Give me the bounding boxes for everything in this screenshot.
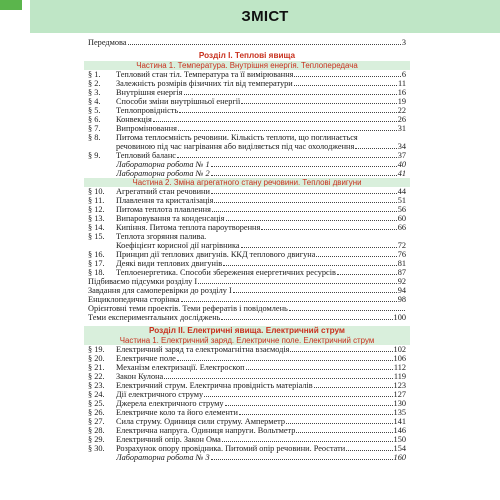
toc-title: Випромінювання <box>116 124 177 133</box>
toc-page: 19 <box>397 97 406 106</box>
toc-title: Джерела електричного струму <box>116 399 224 408</box>
toc-title: Питома теплоємність речовини. Кількість теплоти, що поглинається <box>116 133 358 142</box>
toc-title: Внутрішня енергія <box>116 88 183 97</box>
toc-row-multiline[interactable] <box>88 133 406 151</box>
toc-page: 141 <box>393 417 406 426</box>
toc-num: § 18. <box>88 268 105 277</box>
toc-row[interactable] <box>88 79 406 88</box>
toc-title: Електричний струм. Електрична провідність матеріалів <box>116 381 313 390</box>
toc-page: 146 <box>393 426 406 435</box>
dot-leader <box>214 202 396 203</box>
toc-title: Лабораторна робота № 2 <box>116 169 210 178</box>
toc-row[interactable] <box>88 390 406 399</box>
part-heading: Частина 2. Зміна агрегатного стану речовини. Теплові двигуни <box>84 178 410 187</box>
toc-page: 102 <box>393 345 406 354</box>
toc-page: 94 <box>397 286 406 295</box>
toc-page: 60 <box>397 214 406 223</box>
toc-num: § 10. <box>88 187 105 196</box>
toc-row[interactable] <box>88 277 406 286</box>
dot-leader <box>177 360 393 361</box>
toc-row[interactable] <box>88 97 406 106</box>
toc-page: 100 <box>393 313 406 322</box>
toc-row-multiline[interactable] <box>88 232 406 250</box>
toc-page: 31 <box>397 124 406 133</box>
dot-leader <box>179 112 397 113</box>
toc-title: Тепловий баланс <box>116 151 176 160</box>
toc-title: Дії електричного струму <box>116 390 204 399</box>
toc-title: Електричний опір. Закон Ома <box>116 435 221 444</box>
toc-title: Лабораторна робота № 1 <box>116 160 210 169</box>
toc-title: Конвекція <box>116 115 152 124</box>
toc-page: 41 <box>397 169 406 178</box>
toc-page: 11 <box>398 79 406 88</box>
toc-row[interactable] <box>88 259 406 268</box>
toc-page: 44 <box>397 187 406 196</box>
toc <box>88 34 406 462</box>
toc-page: 26 <box>397 115 406 124</box>
dot-leader <box>225 405 393 406</box>
toc-page: 130 <box>393 399 406 408</box>
toc-num: § 20. <box>88 354 105 363</box>
toc-row[interactable] <box>88 417 406 426</box>
toc-row[interactable] <box>88 115 406 124</box>
toc-title: Теми експериментальних досліджень <box>88 313 221 322</box>
dot-leader <box>233 292 397 293</box>
dot-leader <box>198 283 397 284</box>
toc-num: § 26. <box>88 408 105 417</box>
toc-num: § 3. <box>88 88 101 97</box>
lab-work-row[interactable] <box>88 453 406 462</box>
toc-row[interactable] <box>88 363 406 372</box>
dot-leader <box>241 247 397 248</box>
toc-title: Деякі види теплових двигунів <box>116 259 223 268</box>
toc-page: 154 <box>393 444 406 453</box>
toc-page: 72 <box>397 241 406 250</box>
toc-num: § 9. <box>88 151 101 160</box>
dot-leader <box>181 301 397 302</box>
toc-num: § 15. <box>88 232 105 241</box>
dot-leader <box>177 157 397 158</box>
toc-row[interactable] <box>88 151 406 160</box>
toc-num: § 22. <box>88 372 105 381</box>
toc-page: 106 <box>393 354 406 363</box>
dot-leader <box>184 94 397 95</box>
section-heading: Розділ І. Теплові явища <box>198 51 296 60</box>
toc-title: Розрахунок опору провідника. Питомий опір речовини. Реостати <box>116 444 346 453</box>
toc-page: 66 <box>397 223 406 232</box>
dot-leader <box>355 148 396 149</box>
toc-page: 112 <box>393 363 406 372</box>
toc-page: 135 <box>393 408 406 417</box>
toc-row[interactable] <box>88 381 406 390</box>
dot-leader <box>178 130 397 131</box>
toc-num: § 27. <box>88 417 105 426</box>
header-bar <box>30 0 500 33</box>
toc-title: Тепловий стан тіл. Температура та її вимірювання <box>116 70 294 79</box>
toc-row[interactable] <box>88 426 406 435</box>
toc-num: § 30. <box>88 444 105 453</box>
toc-num: § 8. <box>88 133 101 142</box>
toc-row[interactable] <box>88 196 406 205</box>
toc-title: Енциклопедична сторінка <box>88 295 180 304</box>
toc-title: Сила струму. Одиниця сили струму. Амперметр <box>116 417 286 426</box>
toc-num: § 11. <box>88 196 105 205</box>
toc-title: Закон Кулона <box>116 372 164 381</box>
toc-row[interactable] <box>88 372 406 381</box>
dot-leader <box>211 193 397 194</box>
toc-page: 37 <box>397 151 406 160</box>
toc-row[interactable] <box>88 295 406 304</box>
dot-leader <box>337 274 397 275</box>
dot-leader <box>153 121 397 122</box>
toc-title: Механізм електризації. Електроскоп <box>116 363 245 372</box>
toc-num: § 23. <box>88 381 105 390</box>
dot-leader <box>294 76 400 77</box>
toc-title: Агрегатний стан речовини <box>116 187 210 196</box>
dot-leader <box>164 378 393 379</box>
toc-row[interactable] <box>88 70 406 79</box>
dot-leader <box>128 44 401 45</box>
dot-leader <box>286 423 393 424</box>
toc-title: Передмова <box>88 38 127 47</box>
toc-title: Принцип дії теплових двигунів. ККД теплового двигуна <box>116 250 316 259</box>
toc-num: § 2. <box>88 79 101 88</box>
toc-num: § 13. <box>88 214 105 223</box>
dot-leader <box>239 414 393 415</box>
dot-leader <box>223 265 397 266</box>
lab-work-row[interactable] <box>88 160 406 169</box>
page-title: ЗМІСТ <box>241 8 289 25</box>
toc-num: § 6. <box>88 115 101 124</box>
toc-page: 40 <box>397 160 406 169</box>
toc-num: § 5. <box>88 106 101 115</box>
toc-num: § 7. <box>88 124 101 133</box>
toc-num: § 14. <box>88 223 105 232</box>
toc-page: 160 <box>393 453 406 462</box>
dot-leader <box>261 229 396 230</box>
toc-title: Теплоенергетика. Способи збереження енергетичних ресурсів <box>116 268 336 277</box>
toc-row[interactable] <box>88 250 406 259</box>
toc-page: 6 <box>401 70 406 79</box>
part-heading: Частина 1. Електричний заряд. Електричне поле. Електричний струм <box>84 336 410 345</box>
toc-page: 123 <box>393 381 406 390</box>
toc-row[interactable] <box>88 304 406 313</box>
toc-title: Електричне коло та його елементи <box>116 408 238 417</box>
toc-title: Підбиваємо підсумки розділу І <box>88 277 198 286</box>
toc-num: § 1. <box>88 70 101 79</box>
toc-row[interactable] <box>88 38 406 47</box>
toc-num: § 25. <box>88 399 105 408</box>
dot-leader <box>246 369 393 370</box>
toc-row[interactable] <box>88 223 406 232</box>
toc-row[interactable] <box>88 313 406 322</box>
toc-row[interactable] <box>88 408 406 417</box>
toc-num: § 16. <box>88 250 105 259</box>
toc-title: Електричний заряд та електромагнітна взаємодія <box>116 345 290 354</box>
toc-row[interactable] <box>88 286 406 295</box>
toc-page: 87 <box>397 268 406 277</box>
toc-page: 56 <box>397 205 406 214</box>
dot-leader <box>290 351 392 352</box>
toc-page: 22 <box>397 106 406 115</box>
dot-leader <box>241 103 396 104</box>
toc-page: 76 <box>397 250 406 259</box>
toc-num: § 21. <box>88 363 105 372</box>
toc-row[interactable] <box>88 124 406 133</box>
dot-leader <box>204 396 392 397</box>
dot-leader <box>226 220 397 221</box>
part-heading: Частина 1. Температура. Внутрішня енергія. Теплопередача <box>84 61 410 70</box>
dot-leader <box>289 310 405 311</box>
toc-page: 127 <box>393 390 406 399</box>
toc-page: 150 <box>393 435 406 444</box>
toc-title: Теплопровідність <box>116 106 179 115</box>
dot-leader <box>296 432 392 433</box>
corner-tab <box>0 0 22 10</box>
toc-title: Завдання для самоперевірки до розділу І <box>88 286 232 295</box>
toc-num: § 19. <box>88 345 105 354</box>
toc-title: Електрична напруга. Одиниця напруги. Вольтметр <box>116 426 296 435</box>
toc-page: 119 <box>393 372 406 381</box>
toc-row[interactable] <box>88 214 406 223</box>
toc-page: 34 <box>397 142 406 151</box>
dot-leader <box>211 459 393 460</box>
dot-leader <box>314 387 393 388</box>
toc-num: § 24. <box>88 390 105 399</box>
toc-title: Питома теплота плавлення <box>116 205 211 214</box>
dot-leader <box>346 450 392 451</box>
toc-row[interactable] <box>88 88 406 97</box>
toc-row[interactable] <box>88 399 406 408</box>
toc-page: 98 <box>397 295 406 304</box>
toc-title: Електричне поле <box>116 354 176 363</box>
dot-leader <box>211 166 397 167</box>
toc-row[interactable] <box>88 435 406 444</box>
toc-title: Кипіння. Питома теплота пароутворення <box>116 223 261 232</box>
dot-leader <box>221 319 392 320</box>
toc-row[interactable] <box>88 345 406 354</box>
toc-title: речовиною під час нагрівання або виділяється під час охолодження <box>116 142 355 151</box>
toc-title: Залежність розмірів фізичних тіл від температури <box>116 79 293 88</box>
toc-num: § 12. <box>88 205 105 214</box>
toc-title: Плавлення та кристалізація <box>116 196 214 205</box>
toc-title: Теплота згоряння палива. <box>116 232 207 241</box>
toc-row[interactable] <box>88 187 406 196</box>
dot-leader <box>316 256 396 257</box>
toc-title: Випаровування та конденсація <box>116 214 225 223</box>
toc-row[interactable] <box>88 444 406 453</box>
toc-row[interactable] <box>88 106 406 115</box>
toc-title: Коефіцієнт корисної дії нагрівника <box>116 241 240 250</box>
toc-title: Способи зміни внутрішньої енергії <box>116 97 241 106</box>
lab-work-row[interactable] <box>88 169 406 178</box>
dot-leader <box>212 211 397 212</box>
toc-row[interactable] <box>88 268 406 277</box>
toc-page: 3 <box>401 38 406 47</box>
dot-leader <box>222 441 393 442</box>
toc-title: Лабораторна робота № 3 <box>116 453 210 462</box>
toc-page: 16 <box>397 88 406 97</box>
toc-title: Орієнтовні теми проектів. Теми рефератів і повідомлень <box>88 304 288 313</box>
toc-num: § 28. <box>88 426 105 435</box>
section-heading: Розділ ІІ. Електричні явища. Електричний струм <box>84 326 410 336</box>
toc-row[interactable] <box>88 354 406 363</box>
dot-leader <box>294 85 397 86</box>
dot-leader <box>211 175 397 176</box>
toc-num: § 29. <box>88 435 105 444</box>
toc-page: 81 <box>397 259 406 268</box>
toc-num: § 4. <box>88 97 101 106</box>
toc-page: 92 <box>397 277 406 286</box>
toc-page: 51 <box>397 196 406 205</box>
toc-num: § 17. <box>88 259 105 268</box>
toc-row[interactable] <box>88 205 406 214</box>
